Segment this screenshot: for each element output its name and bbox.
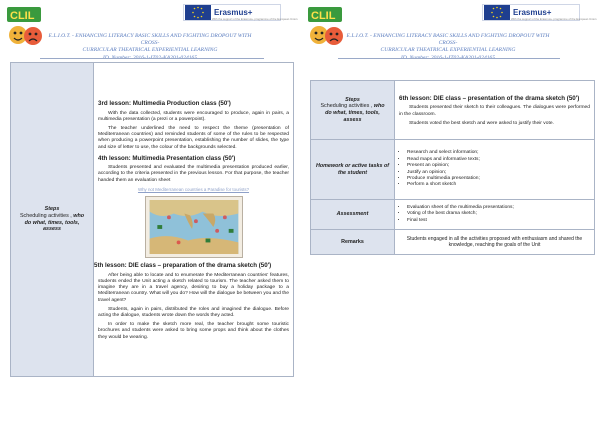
header-divider (338, 58, 560, 59)
list-item: • Read maps and informative texts; (407, 157, 590, 163)
list-item: • Research and select information; (407, 150, 590, 156)
lesson-5-title: 5th lesson: DIE class – preparation of the drama sketch (50') (94, 262, 272, 270)
lesson-4-title: 4th lesson: Multimedia Presentation class (50') (98, 154, 236, 162)
homework-list (399, 150, 590, 188)
remarks-label: Remarks (311, 230, 395, 255)
eu-flag-icon (484, 5, 510, 20)
remarks-text: Students engaged in all the activities proposed with enthusiasm and shared the knowledge, reaching the goals of the Unit (406, 235, 583, 248)
steps-label: Steps Scheduling activities , who do what, times, tools, assess (11, 63, 94, 377)
header-line-2: CURRICULAR THEATRICAL EXPERIENTIAL LEARNING (380, 47, 516, 54)
list-item: • Justify an opinion; (407, 170, 590, 176)
erasmus-subtitle: With the support of the Erasmus+ programme of the European Union (212, 17, 298, 21)
lesson-5-paragraph: Students, again in pairs, distributed the roles and imagined the dialogue. Before acting the dialogue, students wrote down the words they acted. (98, 306, 289, 318)
header-line-1: E.L.I.O.T. - ENHANCING LITERACY BASIC SKILLS AND FIGHTING DROPOUT WITH CROSS- (346, 33, 550, 47)
homework-content (395, 140, 595, 200)
header-divider (40, 58, 264, 59)
mediterranean-map-image (145, 196, 243, 258)
list-item: • Produce multimedia presentation; (407, 176, 590, 182)
list-item: • Perform a short sketch (407, 182, 590, 188)
remarks-content (395, 230, 595, 255)
lesson-6-paragraph: Students voted the best sketch and were asked to justify their vote. (409, 120, 554, 126)
svg-text:CLIL: CLIL (311, 10, 336, 22)
eu-flag-icon (185, 5, 211, 20)
header-line-1: E.L.I.O.T. - ENHANCING LITERACY BASIC SKILLS AND FIGHTING DROPOUT WITH CROSS- (48, 33, 252, 47)
assessment-list (399, 205, 590, 224)
lesson-5-paragraph: In order to make the sketch more real, the teacher brought some touristic brochures and students were asked to bring some props and think about the clothes they would be wearing. (98, 322, 289, 340)
erasmus-name: Erasmus+ (513, 7, 552, 17)
lesson-3-title: 3rd lesson: Multimedia Production class (50') (98, 100, 231, 108)
steps-content (94, 63, 294, 377)
steps-content (395, 81, 595, 140)
homework-label: Homework or active tasks of the student (311, 140, 395, 200)
lesson-table-left (10, 62, 294, 377)
assessment-content (395, 200, 595, 230)
right-page (302, 0, 600, 424)
list-item: • Present an opinion; (407, 163, 590, 169)
erasmus-subtitle: With the support of the Erasmus+ programme of the European Union (511, 17, 597, 21)
lesson-4-paragraph: Students presented and evaluated the multimedia presentation produced earlier, according to the criteria presented in the previous lesson. For that purpose, the teacher handed them an evaluation sheet (98, 165, 289, 183)
map-icon (149, 200, 239, 254)
erasmus-name: Erasmus+ (214, 7, 253, 17)
lesson-table-right (310, 80, 595, 255)
list-item: • Evaluation sheet of the multimedia presentations; (407, 205, 590, 211)
header-line-2: CURRICULAR THEATRICAL EXPERIENTIAL LEARNING (82, 47, 218, 54)
list-item: • Voting of the best drama sketch; (407, 211, 590, 217)
lesson-6-title: 6th lesson: DIE class – presentation of the drama sketch (50') (399, 94, 580, 102)
lesson-3-paragraph: With the data collected, students were encouraged to produce, again in pairs, a multimedia presentation (a prezi or a powerpoint). (98, 110, 289, 122)
lesson-6-paragraph: Students presented their sketch to their colleagues. The dialogues were performed in the classroom. (399, 105, 590, 117)
clil-drama-logo-icon (5, 5, 47, 49)
lesson-5-paragraph: After being able to locate and to enumerate the Mediterranean countries' features, students ended the Unit acting a sketch related to tourism. The teacher asked them to imagine they are in a travel agency, desiring to buy a holiday package to a Mediterranean country. What will you do? How will the dialogue be between you and the travel agent? (98, 272, 289, 303)
steps-label: Steps Scheduling activities , who do what, times, tools, assess (311, 81, 395, 140)
list-item: • Final test (407, 218, 590, 224)
svg-text:CLIL: CLIL (10, 10, 35, 22)
lesson-3-paragraph: The teacher underlined the need to respect the theme (presentation of Mediterranean countries) and reminded students of some of the rules to be respected when producing a powerpoint presentation, establishing the number of slides, the type and size of letter to use, the colour of the backgrounds selected. (98, 126, 289, 150)
evaluation-sheet-caption: Why not Mediterranean countries a Paradise for tourists? (137, 186, 250, 192)
assessment-label: Assessment (311, 200, 395, 230)
